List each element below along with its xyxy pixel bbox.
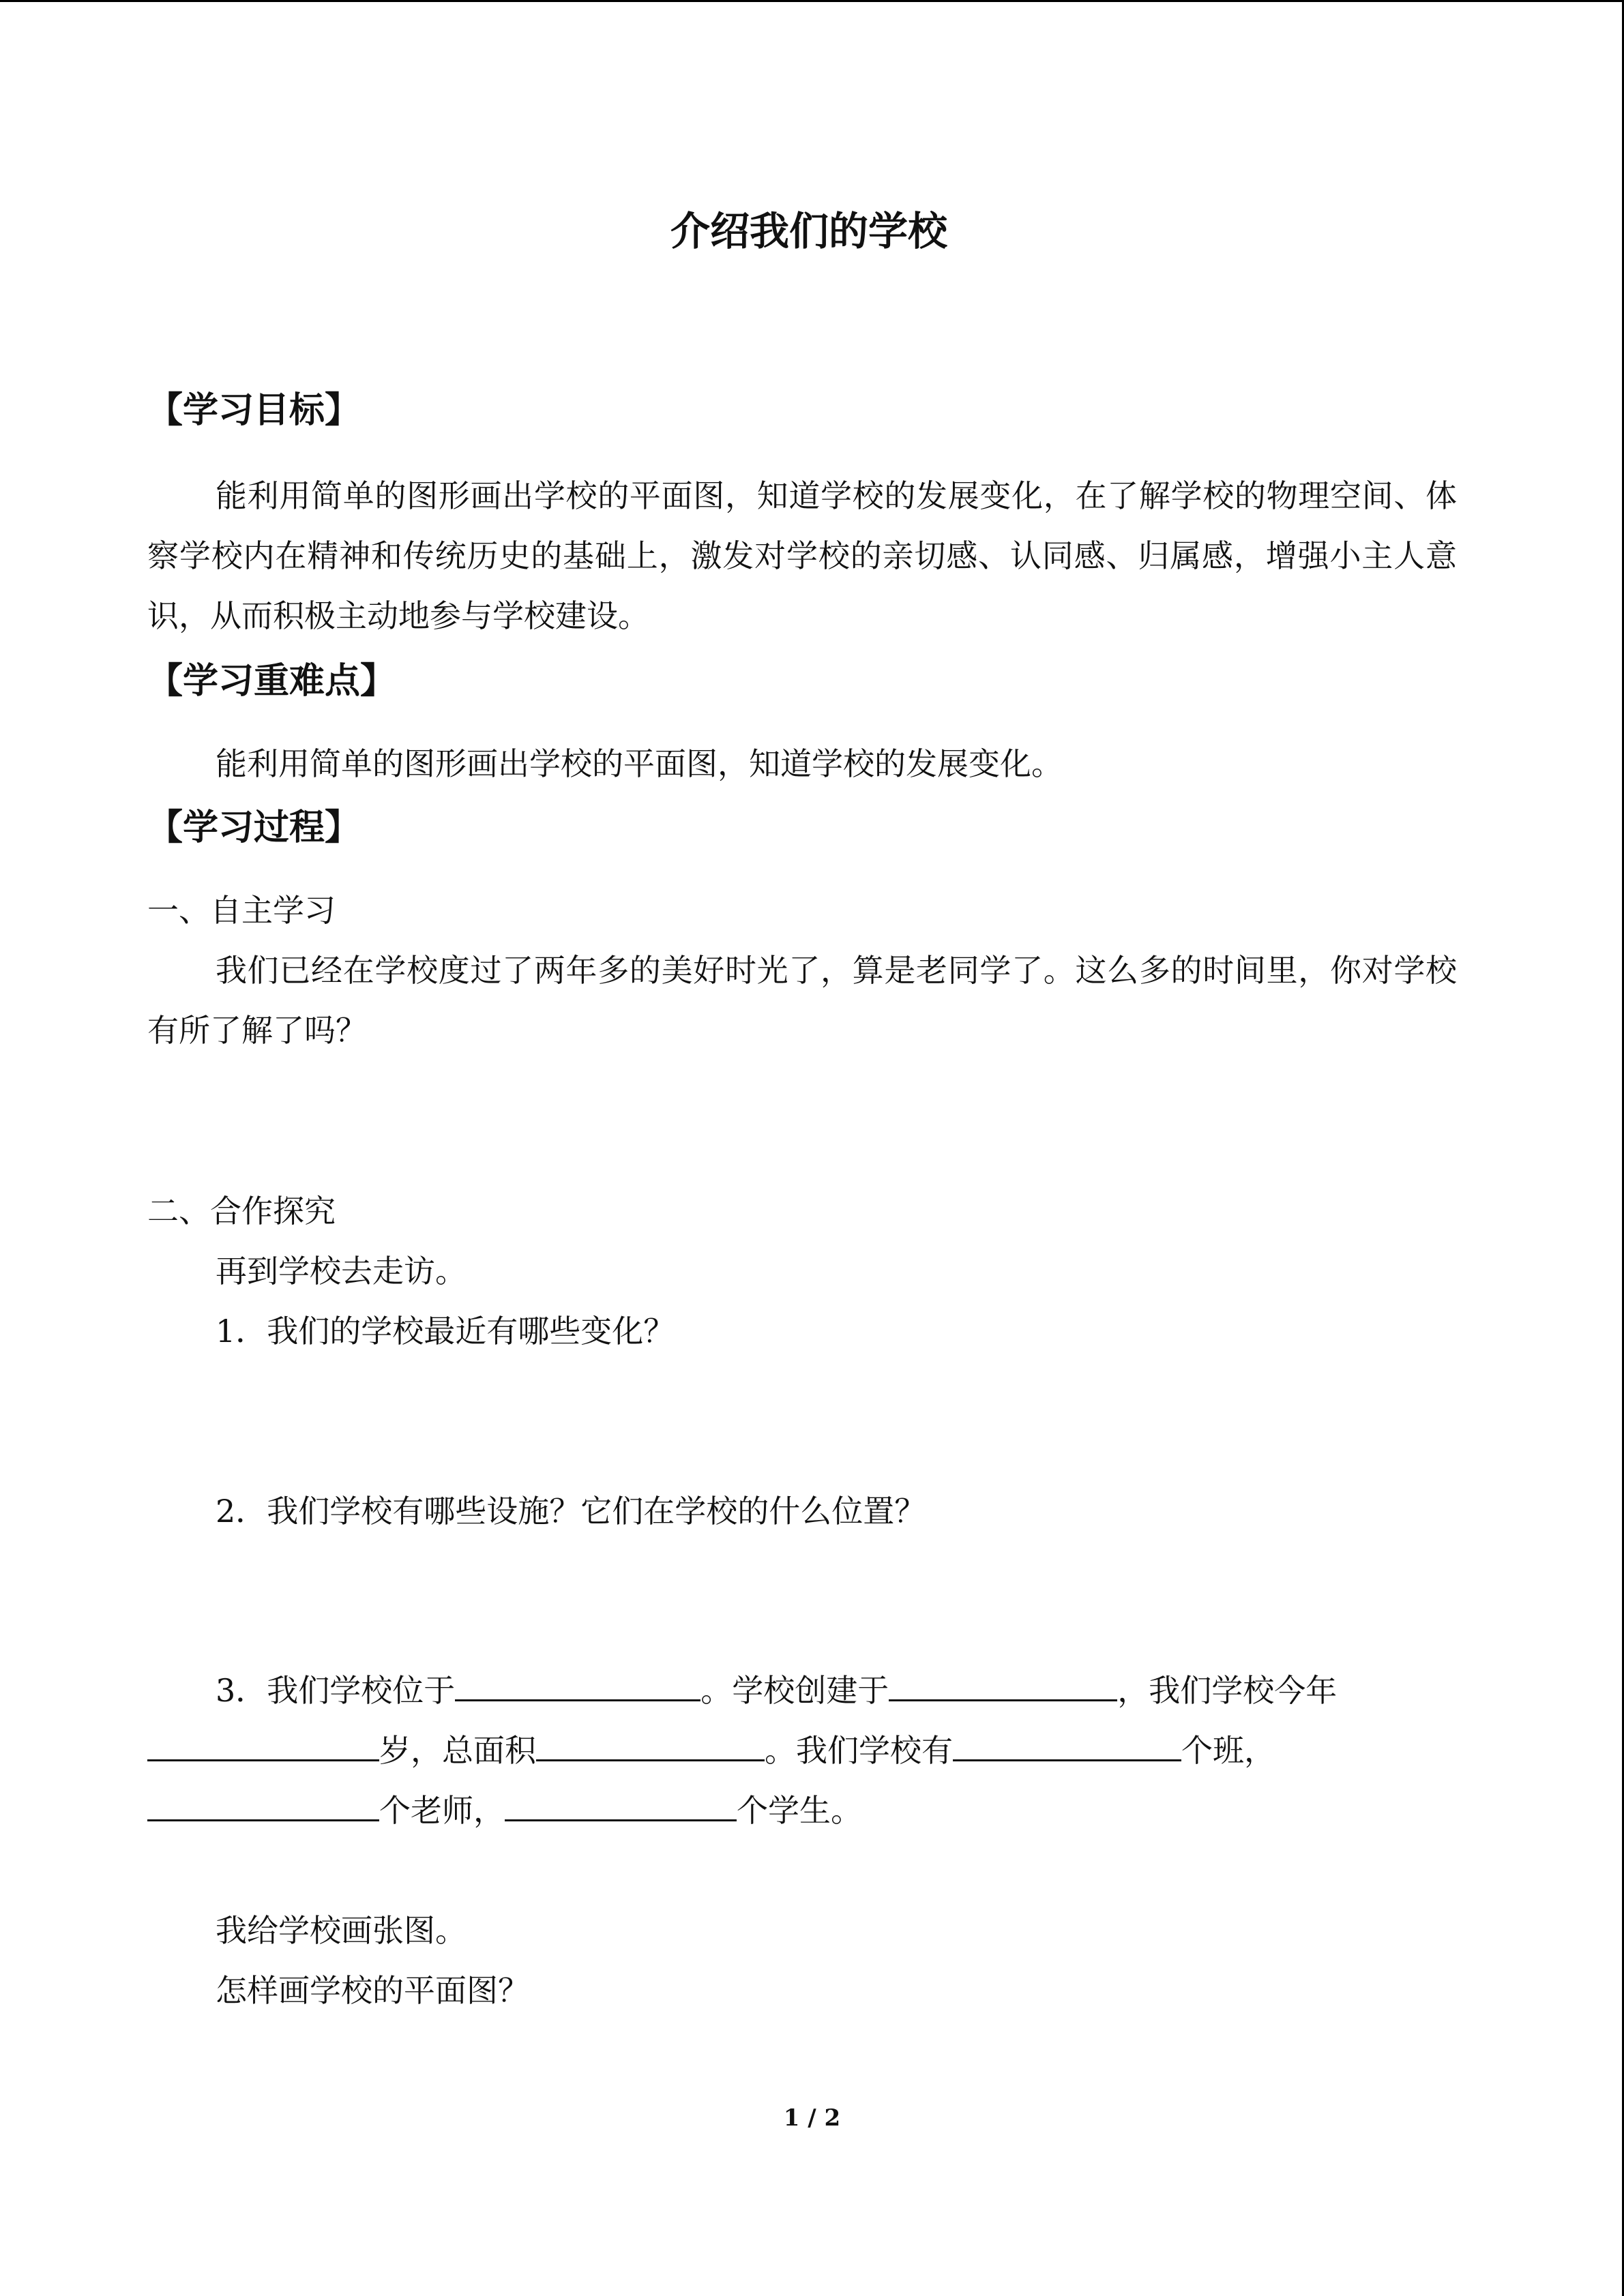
- location-blank[interactable]: [455, 1672, 700, 1701]
- document-title: 介绍我们的学校: [670, 208, 947, 254]
- area-blank[interactable]: [536, 1732, 765, 1761]
- q3-text-location: 3．我们学校位于: [216, 1672, 456, 1709]
- students-blank[interactable]: [505, 1792, 737, 1821]
- question-3-line-3: [147, 1780, 862, 1840]
- teachers-blank[interactable]: [147, 1792, 379, 1821]
- key-points-text: 能利用简单的图形画出学校的平面图，知道学校的发展变化。: [216, 745, 1063, 782]
- q3-text-founded: 。学校创建于: [700, 1672, 889, 1709]
- key-points-heading: 【学习重难点】: [147, 660, 396, 702]
- self-study-text: 我们已经在学校度过了两年多的美好时光了，算是老同学了。这么多的时间里，你对学校有所了解了吗？: [147, 952, 1457, 1049]
- page-number: 1 / 2: [783, 2104, 841, 2132]
- question-3-line-1: [216, 1660, 1337, 1720]
- q3-text-this-year: ，我们学校今年: [1117, 1672, 1338, 1709]
- question-2: 2．我们学校有哪些设施？它们在学校的什么位置？: [216, 1493, 926, 1530]
- draw-title: 我给学校画张图。: [216, 1912, 467, 1949]
- founded-blank[interactable]: [889, 1672, 1117, 1701]
- q3-text-teachers: 个老师，: [379, 1792, 505, 1829]
- cooperation-intro: 再到学校去走访。: [216, 1253, 467, 1289]
- q3-text-area: 岁，总面积: [379, 1732, 536, 1769]
- process-heading: 【学习过程】: [147, 807, 361, 848]
- q3-text-class-unit: 个班，: [1181, 1732, 1275, 1769]
- goals-heading: 【学习目标】: [147, 389, 361, 431]
- cooperation-title: 二、合作探究: [147, 1193, 336, 1229]
- age-blank[interactable]: [147, 1732, 379, 1761]
- question-3-line-2: [147, 1720, 1275, 1780]
- self-study-title: 一、自主学习: [147, 892, 336, 929]
- goals-text: 能利用简单的图形画出学校的平面图，知道学校的发展变化，在了解学校的物理空间、体察学校内在精神和传统历史的基础上，激发对学校的亲切感、认同感、归属感，增强小主人意识，从而积极主动地参与学校建设。: [147, 477, 1457, 634]
- draw-question: 怎样画学校的平面图？: [216, 1972, 529, 2009]
- q3-text-classes: 。我们学校有: [765, 1732, 953, 1769]
- classes-blank[interactable]: [953, 1732, 1181, 1761]
- question-1: 1．我们的学校最近有哪些变化？: [216, 1313, 675, 1350]
- q3-text-students: 个学生。: [737, 1792, 862, 1829]
